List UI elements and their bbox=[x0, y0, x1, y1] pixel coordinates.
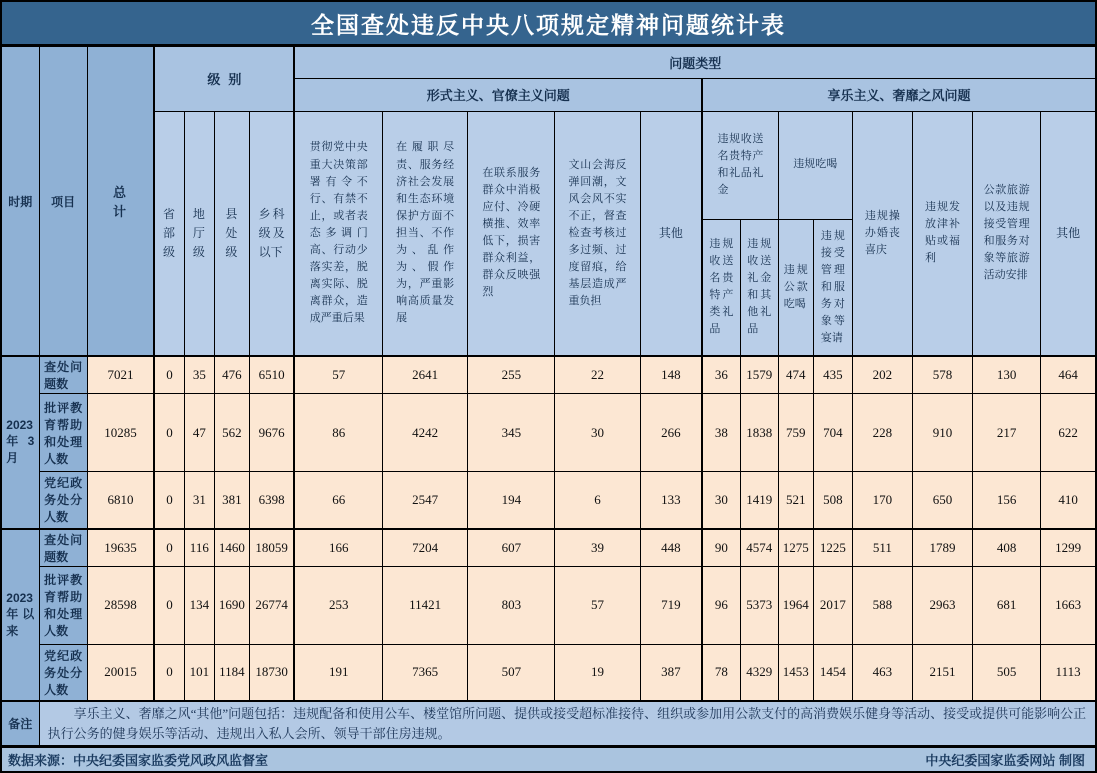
col-header-period: 时期 bbox=[1, 46, 39, 356]
data-cell: 588 bbox=[852, 566, 912, 644]
data-cell: 19635 bbox=[87, 529, 154, 567]
data-cell: 507 bbox=[468, 644, 555, 701]
data-cell: 1184 bbox=[214, 644, 249, 701]
table-row bbox=[1, 472, 1096, 529]
data-cell: 1275 bbox=[778, 529, 813, 567]
data-cell: 191 bbox=[294, 644, 382, 701]
data-cell: 36 bbox=[702, 356, 740, 394]
col-header-item: 项目 bbox=[39, 46, 87, 356]
data-cell: 704 bbox=[813, 394, 852, 472]
data-cell: 148 bbox=[640, 356, 702, 394]
data-cell: 0 bbox=[154, 472, 184, 529]
header-row-1 bbox=[1, 46, 1096, 78]
data-cell: 194 bbox=[468, 472, 555, 529]
data-cell: 0 bbox=[154, 356, 184, 394]
data-cell: 1113 bbox=[1041, 644, 1096, 701]
col-header-gifts-cash: 违规收送礼金和其他礼品 bbox=[740, 219, 778, 356]
data-cell: 116 bbox=[184, 529, 214, 567]
data-cell: 4242 bbox=[383, 394, 468, 472]
data-cell: 759 bbox=[778, 394, 813, 472]
data-cell: 134 bbox=[184, 566, 214, 644]
data-cell: 463 bbox=[852, 644, 912, 701]
data-cell: 11421 bbox=[383, 566, 468, 644]
col-group-level: 级别 bbox=[154, 46, 294, 111]
col-group-dining: 违规吃喝 bbox=[778, 111, 852, 219]
data-cell: 410 bbox=[1041, 472, 1096, 529]
data-cell: 1579 bbox=[740, 356, 778, 394]
data-cell: 22 bbox=[555, 356, 640, 394]
data-cell: 650 bbox=[912, 472, 972, 529]
data-cell: 521 bbox=[778, 472, 813, 529]
table-row bbox=[1, 566, 1096, 644]
col-header-township-level: 乡科级及以下 bbox=[249, 111, 294, 356]
remarks-row bbox=[1, 701, 1096, 746]
data-cell: 170 bbox=[852, 472, 912, 529]
data-cell: 578 bbox=[912, 356, 972, 394]
row-label: 批评教育帮助和处理人数 bbox=[39, 394, 87, 472]
col-group-formalism: 形式主义、官僚主义问题 bbox=[294, 78, 702, 111]
data-cell: 381 bbox=[214, 472, 249, 529]
data-cell: 2963 bbox=[912, 566, 972, 644]
col-header-formalism-1: 贯彻党中央重大决策部署有令不行、有禁不止，或者表态多调门高、行动少落实差，脱离实际、脱离群众，造成严重后果 bbox=[294, 111, 382, 356]
table-row bbox=[1, 356, 1096, 394]
data-cell: 253 bbox=[294, 566, 382, 644]
data-cell: 38 bbox=[702, 394, 740, 472]
col-header-provincial-level: 省部级 bbox=[154, 111, 184, 356]
data-cell: 7365 bbox=[383, 644, 468, 701]
table-row bbox=[1, 394, 1096, 472]
data-cell: 1299 bbox=[1041, 529, 1096, 567]
data-cell: 511 bbox=[852, 529, 912, 567]
data-cell: 78 bbox=[702, 644, 740, 701]
data-cell: 2547 bbox=[383, 472, 468, 529]
data-cell: 57 bbox=[294, 356, 382, 394]
data-cell: 474 bbox=[778, 356, 813, 394]
data-cell: 910 bbox=[912, 394, 972, 472]
data-cell: 266 bbox=[640, 394, 702, 472]
data-cell: 2641 bbox=[383, 356, 468, 394]
data-cell: 30 bbox=[702, 472, 740, 529]
data-cell: 2017 bbox=[813, 566, 852, 644]
col-group-gifts: 违规收送名贵特产和礼品礼金 bbox=[702, 111, 778, 219]
data-cell: 7204 bbox=[383, 529, 468, 567]
period-2023-march: 2023年3月 bbox=[1, 356, 39, 529]
col-header-hedonism-other: 其他 bbox=[1041, 111, 1096, 356]
remarks-label: 备注 bbox=[1, 701, 39, 746]
data-cell: 166 bbox=[294, 529, 382, 567]
data-cell: 20015 bbox=[87, 644, 154, 701]
data-cell: 18059 bbox=[249, 529, 294, 567]
col-header-prefecture-level: 地厅级 bbox=[184, 111, 214, 356]
data-cell: 30 bbox=[555, 394, 640, 472]
row-label: 查处问题数 bbox=[39, 356, 87, 394]
data-cell: 0 bbox=[154, 529, 184, 567]
page-title: 全国查处违反中央八项规定精神问题统计表 bbox=[0, 0, 1097, 45]
data-cell: 202 bbox=[852, 356, 912, 394]
data-cell: 28598 bbox=[87, 566, 154, 644]
data-cell: 39 bbox=[555, 529, 640, 567]
data-cell: 1460 bbox=[214, 529, 249, 567]
table-row bbox=[1, 644, 1096, 701]
data-cell: 803 bbox=[468, 566, 555, 644]
col-header-total: 总计 bbox=[87, 46, 154, 356]
data-cell: 2151 bbox=[912, 644, 972, 701]
col-header-allowances: 违规发放津补贴或福利 bbox=[912, 111, 972, 356]
data-cell: 86 bbox=[294, 394, 382, 472]
data-cell: 5373 bbox=[740, 566, 778, 644]
data-cell: 96 bbox=[702, 566, 740, 644]
data-cell: 18730 bbox=[249, 644, 294, 701]
data-cell: 19 bbox=[555, 644, 640, 701]
data-cell: 156 bbox=[973, 472, 1041, 529]
data-cell: 505 bbox=[973, 644, 1041, 701]
data-cell: 57 bbox=[555, 566, 640, 644]
data-cell: 7021 bbox=[87, 356, 154, 394]
data-cell: 6810 bbox=[87, 472, 154, 529]
col-header-gifts-specialty: 违规收送名贵特产类礼品 bbox=[702, 219, 740, 356]
col-group-hedonism: 享乐主义、奢靡之风问题 bbox=[702, 78, 1096, 111]
data-cell: 6398 bbox=[249, 472, 294, 529]
row-label: 党纪政务处分人数 bbox=[39, 644, 87, 701]
statistics-table bbox=[0, 45, 1097, 747]
period-2023-ytd: 2023年以来 bbox=[1, 529, 39, 702]
col-header-dining-public-funds: 违规公款吃喝 bbox=[778, 219, 813, 356]
data-source-text: 数据来源：中央纪委国家监委党风政风监督室 bbox=[8, 753, 269, 768]
col-group-problem-type: 问题类型 bbox=[294, 46, 1096, 78]
data-cell: 508 bbox=[813, 472, 852, 529]
data-cell: 90 bbox=[702, 529, 740, 567]
data-cell: 130 bbox=[973, 356, 1041, 394]
row-label: 党纪政务处分人数 bbox=[39, 472, 87, 529]
data-cell: 1225 bbox=[813, 529, 852, 567]
data-cell: 217 bbox=[973, 394, 1041, 472]
col-header-county-level: 县处级 bbox=[214, 111, 249, 356]
data-cell: 1690 bbox=[214, 566, 249, 644]
data-cell: 6 bbox=[555, 472, 640, 529]
data-cell: 622 bbox=[1041, 394, 1096, 472]
data-cell: 101 bbox=[184, 644, 214, 701]
data-cell: 26774 bbox=[249, 566, 294, 644]
credit-text: 中央纪委国家监委网站 制图 bbox=[925, 753, 1085, 768]
data-cell: 66 bbox=[294, 472, 382, 529]
data-cell: 31 bbox=[184, 472, 214, 529]
data-cell: 10285 bbox=[87, 394, 154, 472]
data-cell: 1789 bbox=[912, 529, 972, 567]
header-row-3 bbox=[1, 111, 1096, 219]
data-cell: 0 bbox=[154, 394, 184, 472]
data-cell: 9676 bbox=[249, 394, 294, 472]
data-cell: 47 bbox=[184, 394, 214, 472]
data-cell: 345 bbox=[468, 394, 555, 472]
data-cell: 133 bbox=[640, 472, 702, 529]
data-cell: 255 bbox=[468, 356, 555, 394]
col-header-formalism-4: 文山会海反弹回潮，文风会风不实不正，督查检查考核过多过频、过度留痕，给基层造成严重负担 bbox=[555, 111, 640, 356]
data-cell: 464 bbox=[1041, 356, 1096, 394]
data-cell: 228 bbox=[852, 394, 912, 472]
data-cell: 476 bbox=[214, 356, 249, 394]
col-header-formalism-other: 其他 bbox=[640, 111, 702, 356]
row-label: 查处问题数 bbox=[39, 529, 87, 567]
data-cell: 1453 bbox=[778, 644, 813, 701]
remarks-text: 享乐主义、奢靡之风“其他”问题包括：违规配备和使用公车、楼堂馆所问题、提供或接受超标准接待、组织或参加用公款支付的高消费娱乐健身等活动、接受或提供可能影响公正执行公务的健身娱乐等活动、违规出入私人会所、领导干部住房违规。 bbox=[39, 701, 1096, 746]
data-cell: 387 bbox=[640, 644, 702, 701]
col-header-public-travel: 公款旅游以及违规接受管理和服务对象等旅游活动安排 bbox=[973, 111, 1041, 356]
data-cell: 1964 bbox=[778, 566, 813, 644]
col-header-dining-banquets: 违规接受管理和服务对象等宴请 bbox=[813, 219, 852, 356]
table-row bbox=[1, 529, 1096, 567]
col-header-formalism-2: 在履职尽责、服务经济社会发展和生态环境保护方面不担当、不作为、乱作为、假作为，严重影响高质量发展 bbox=[383, 111, 468, 356]
data-cell: 448 bbox=[640, 529, 702, 567]
data-cell: 4574 bbox=[740, 529, 778, 567]
data-cell: 435 bbox=[813, 356, 852, 394]
data-cell: 408 bbox=[973, 529, 1041, 567]
data-cell: 4329 bbox=[740, 644, 778, 701]
data-cell: 1663 bbox=[1041, 566, 1096, 644]
data-cell: 1838 bbox=[740, 394, 778, 472]
data-cell: 562 bbox=[214, 394, 249, 472]
col-header-formalism-3: 在联系服务群众中消极应付、冷硬横推、效率低下，损害群众利益，群众反映强烈 bbox=[468, 111, 555, 356]
col-header-weddings-funerals: 违规操办婚丧喜庆 bbox=[852, 111, 912, 356]
data-cell: 6510 bbox=[249, 356, 294, 394]
data-cell: 719 bbox=[640, 566, 702, 644]
data-cell: 0 bbox=[154, 566, 184, 644]
data-cell: 681 bbox=[973, 566, 1041, 644]
data-cell: 0 bbox=[154, 644, 184, 701]
data-cell: 1419 bbox=[740, 472, 778, 529]
data-cell: 607 bbox=[468, 529, 555, 567]
row-label: 批评教育帮助和处理人数 bbox=[39, 566, 87, 644]
footer-bar bbox=[0, 747, 1097, 773]
data-cell: 35 bbox=[184, 356, 214, 394]
data-cell: 1454 bbox=[813, 644, 852, 701]
